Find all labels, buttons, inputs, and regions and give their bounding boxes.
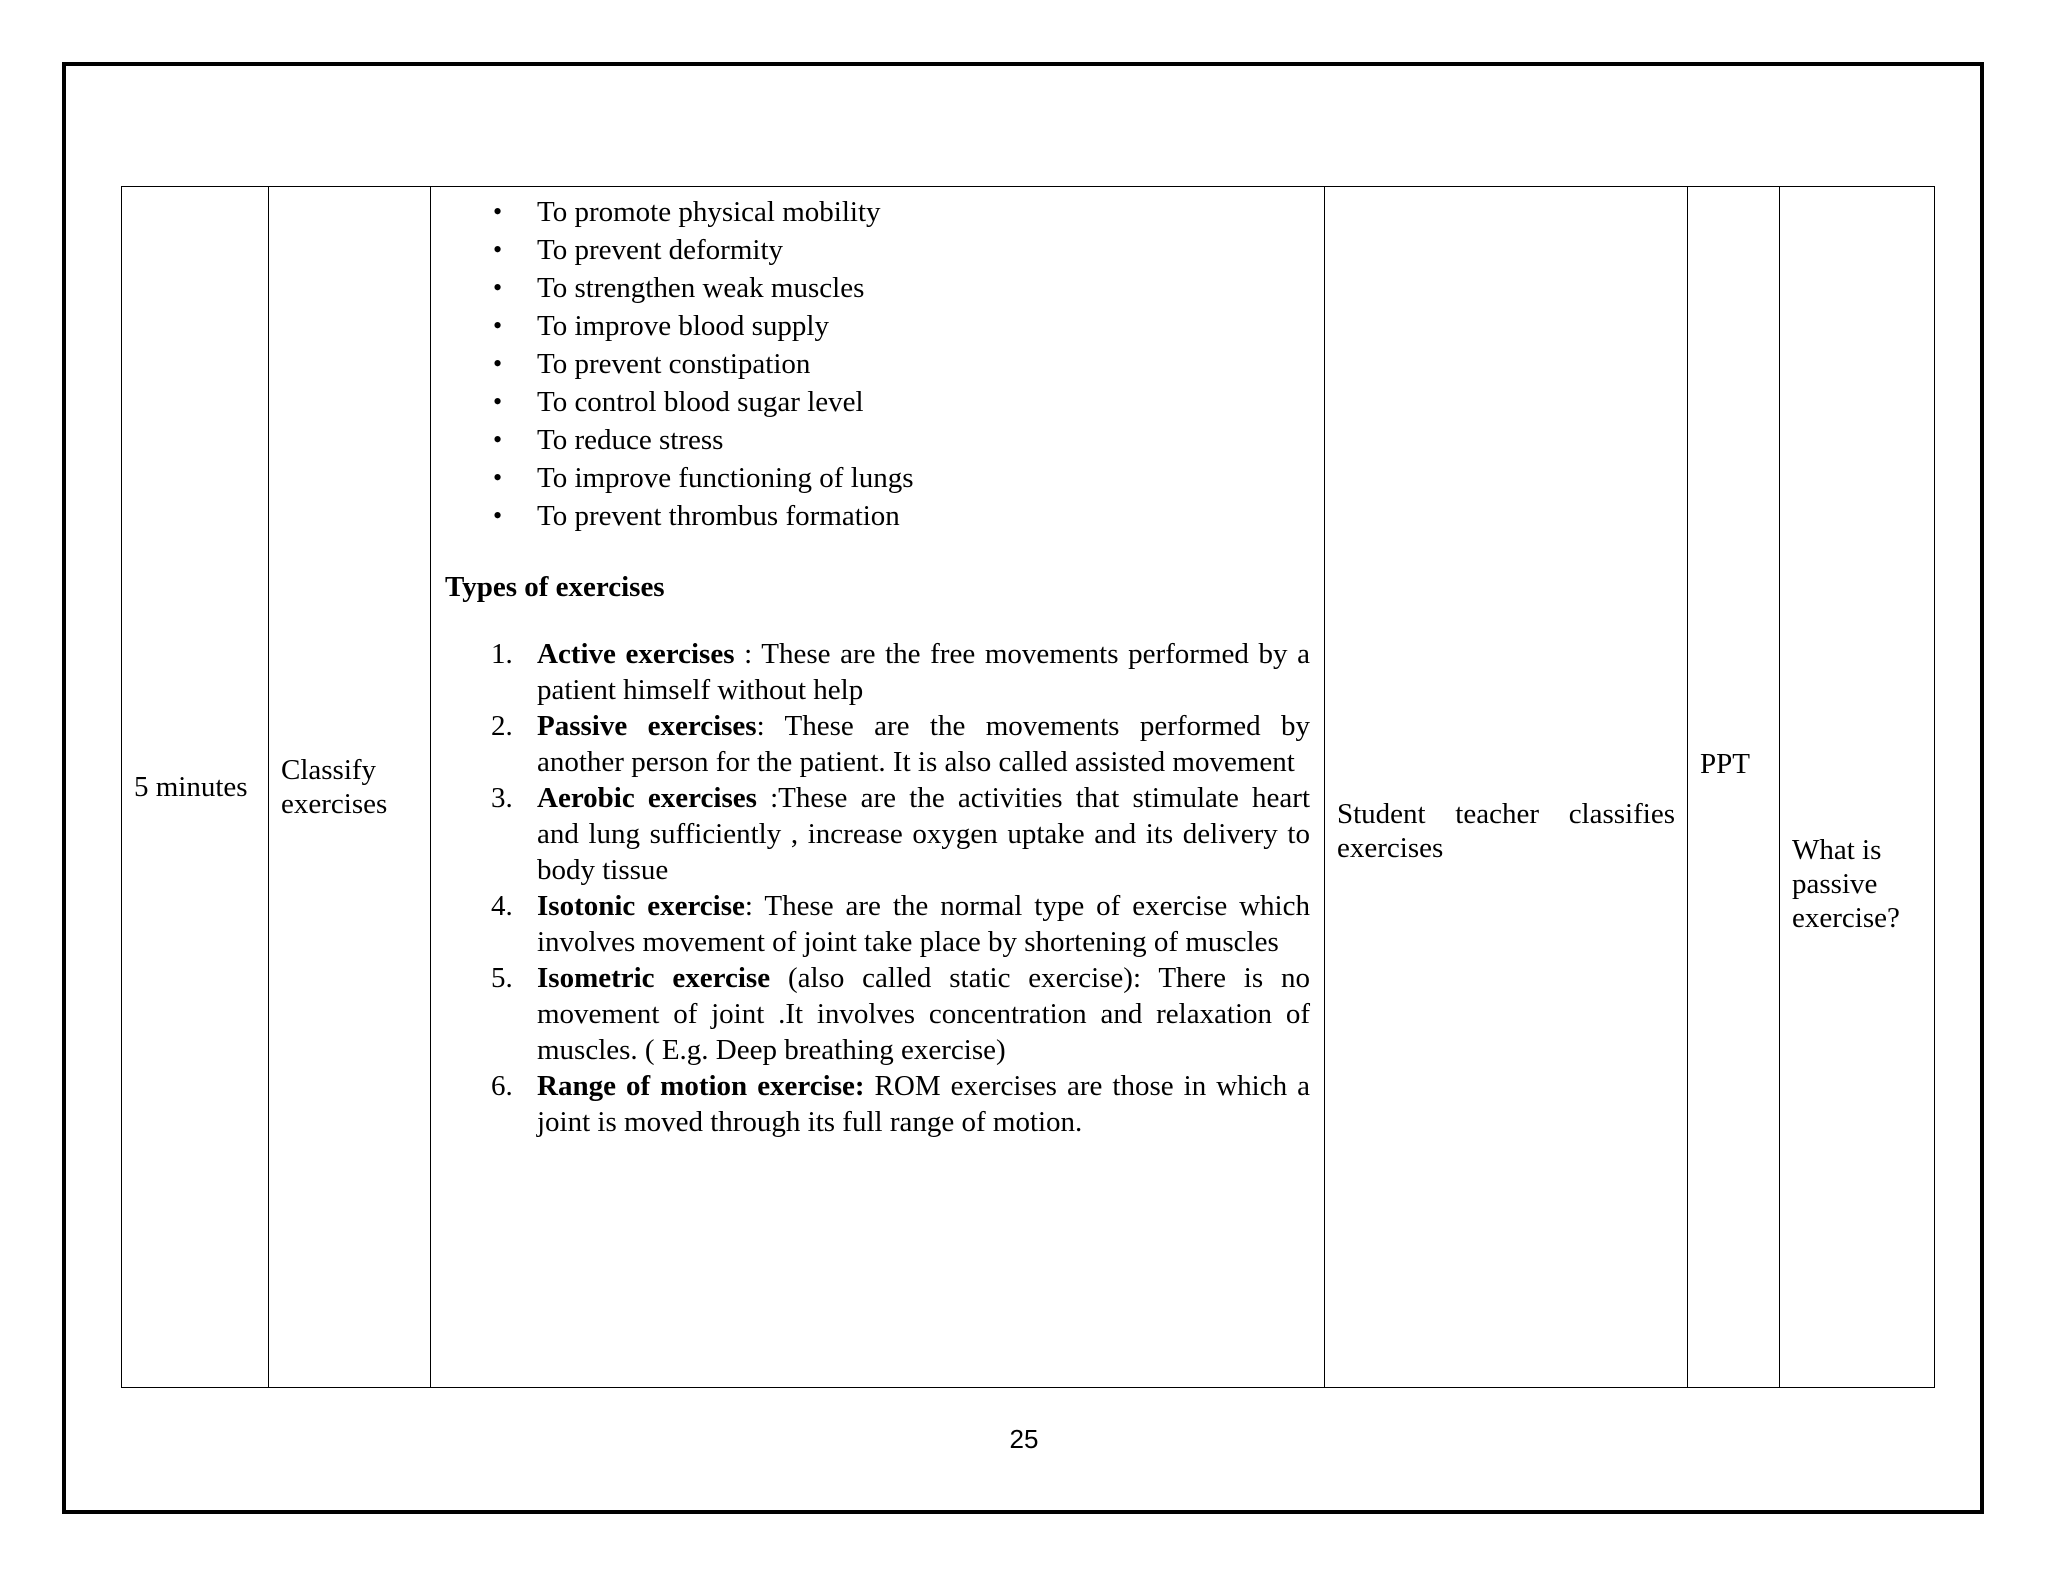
exercise-term: Active exercises [537, 638, 735, 670]
item-number: 5. [491, 962, 513, 994]
purpose-text: To prevent constipation [537, 348, 811, 380]
exercise-term: Range of motion exercise: [537, 1070, 865, 1102]
exercise-description: (also called static exercise): There is no movement of joint .It involves concentration and relaxation of muscles. ( E.g. Deep breathing exercise) [537, 962, 1311, 1066]
bullet-icon: • [493, 349, 503, 378]
list-item [445, 231, 1310, 269]
list-item [445, 497, 1310, 535]
bullet-icon: • [493, 463, 503, 492]
list-item [445, 780, 1310, 888]
content-cell [431, 187, 1325, 1388]
bullet-icon: • [493, 235, 503, 264]
list-item [445, 421, 1310, 459]
av-aid-cell: PPT [1688, 187, 1780, 1388]
list-item [445, 888, 1310, 960]
list-item [445, 636, 1310, 708]
item-number: 2. [491, 710, 513, 742]
list-item [445, 345, 1310, 383]
list-item [445, 269, 1310, 307]
time-cell: 5 minutes [122, 187, 269, 1388]
purpose-text: To strengthen weak muscles [537, 272, 865, 304]
bullet-icon: • [493, 425, 503, 454]
purpose-text: To control blood sugar level [537, 386, 864, 418]
list-item [445, 193, 1310, 231]
exercise-term: Isometric exercise [537, 962, 771, 994]
objective-cell: Classify exercises [269, 187, 431, 1388]
lesson-plan-table [121, 186, 1935, 1388]
exercise-description: : These are the normal type of exercise which involves movement of joint take place by shortening of muscles [537, 890, 1310, 958]
page-number: 25 [1009, 1424, 1039, 1454]
bullet-icon: • [493, 197, 503, 226]
list-item [445, 960, 1310, 1068]
bullet-icon: • [493, 311, 503, 340]
bullet-icon: • [493, 387, 503, 416]
item-number: 1. [491, 638, 513, 670]
exercise-term: Passive exercises [537, 710, 757, 742]
purpose-text: To promote physical mobility [537, 196, 881, 228]
list-item [445, 459, 1310, 497]
evaluation-cell: What is passive exercise? [1780, 187, 1935, 1388]
activity-cell: Student teacher classifies exercises [1325, 187, 1688, 1388]
exercise-description: :These are the activities that stimulate heart and lung sufficiently , increase oxygen uptake and its delivery to body tissue [537, 782, 1310, 886]
types-heading: Types of exercises [445, 571, 665, 603]
exercise-description: : These are the movements performed by another person for the patient. It is also called assisted movement [537, 710, 1310, 778]
purpose-text: To prevent thrombus formation [537, 500, 900, 532]
item-number: 4. [491, 890, 513, 922]
exercise-description: : These are the free movements performed by a patient himself without help [537, 638, 1310, 706]
purpose-text: To prevent deformity [537, 234, 784, 266]
list-item [445, 307, 1310, 345]
exercise-description: ROM exercises are those in which a joint is moved through its full range of motion. [537, 1070, 1310, 1138]
bullet-icon: • [493, 501, 503, 530]
purpose-text: To reduce stress [537, 424, 724, 456]
exercise-term: Isotonic exercise [537, 890, 745, 922]
exercise-term: Aerobic exercises [537, 782, 757, 814]
bullet-icon: • [493, 273, 503, 302]
purpose-list [445, 193, 1310, 535]
purpose-text: To improve blood supply [537, 310, 829, 342]
table-row [122, 187, 1935, 1388]
list-item [445, 383, 1310, 421]
purpose-text: To improve functioning of lungs [537, 462, 914, 494]
list-item [445, 1068, 1310, 1140]
item-number: 6. [491, 1070, 513, 1102]
item-number: 3. [491, 782, 513, 814]
list-item [445, 708, 1310, 780]
types-list [445, 636, 1310, 1140]
